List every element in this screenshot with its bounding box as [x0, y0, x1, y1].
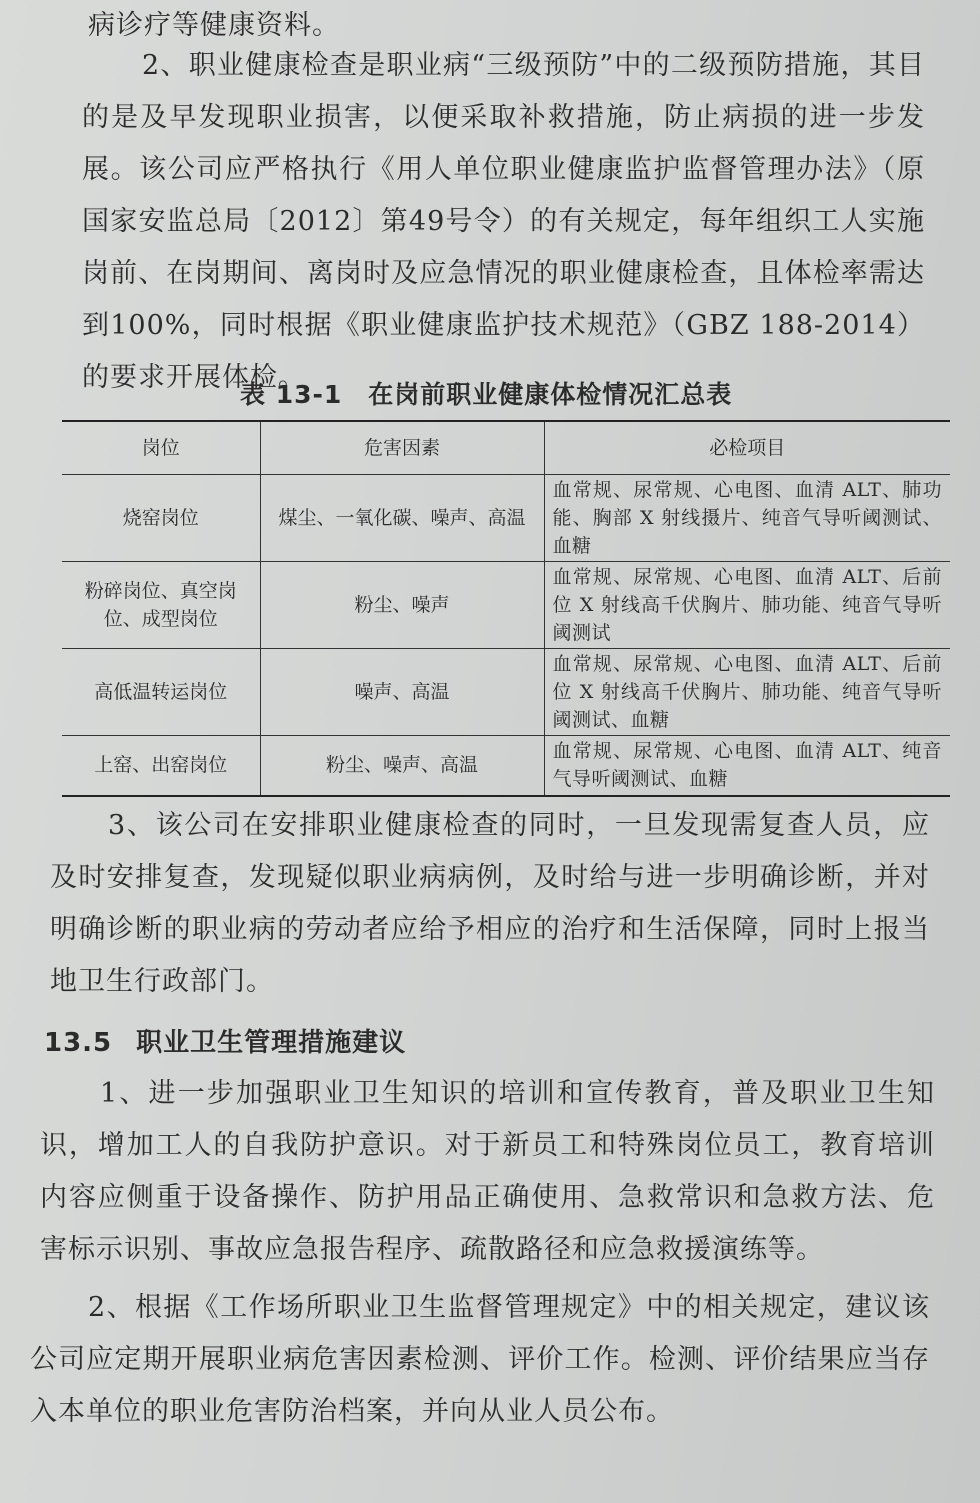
section-number: 13.5	[44, 1028, 113, 1058]
cell-hazard: 粉尘、噪声、高温	[260, 736, 544, 796]
header-hazard: 危害因素	[260, 421, 544, 475]
header-items: 必检项目	[544, 421, 950, 475]
cell-post: 烧窑岗位	[62, 475, 260, 562]
section-paragraph-item-1: 1、进一步加强职业卫生知识的培训和宣传教育，普及职业卫生知识，增加工人的自我防护意识。对于新员工和特殊岗位员工，教育培训内容应侧重于设备操作、防护用品正确使用、急救常识和急救方法、危害标示识别、事故应急报告程序、疏散路径和应急救援演练等。	[40, 1078, 935, 1265]
table-row	[62, 649, 950, 736]
cell-post: 上窑、出窑岗位	[62, 736, 260, 796]
header-post: 岗位	[62, 421, 260, 475]
table-header-row	[62, 421, 950, 475]
table-row	[62, 475, 950, 562]
cell-hazard: 煤尘、一氧化碳、噪声、高温	[260, 475, 544, 562]
cell-items: 血常规、尿常规、心电图、血清 ALT、后前位 X 射线高千伏胸片、肺功能、纯音气导听阈测试、血糖	[544, 649, 950, 736]
cell-items: 血常规、尿常规、心电图、血清 ALT、纯音气导听阈测试、血糖	[544, 736, 950, 796]
paragraph-item-2: 2、职业健康检查是职业病“三级预防”中的二级预防措施，其目的是及早发现职业损害，以便采取补救措施，防止病损的进一步发展。该公司应严格执行《用人单位职业健康监护监督管理办法》（原国家安监总局〔2012〕第49号令）的有关规定，每年组织工人实施岗前、在岗期间、离岗时及应急情况的职业健康检查，且体检率需达到100%，同时根据《职业健康监护技术规范》（GBZ 188-2014）的要求开展体检。	[82, 50, 925, 393]
cell-post: 高低温转运岗位	[62, 649, 260, 736]
table-caption-number: 表 13-1	[240, 380, 343, 409]
section-heading	[44, 1022, 406, 1059]
table-caption-title: 在岗前职业健康体检情况汇总表	[368, 380, 733, 409]
section-title: 职业卫生管理措施建议	[136, 1028, 407, 1058]
section-paragraph-item-2: 2、根据《工作场所职业卫生监督管理规定》中的相关规定，建议该公司应定期开展职业病危害因素检测、评价工作。检测、评价结果应当存入本单位的职业危害防治档案，并向从业人员公布。	[30, 1292, 930, 1427]
table-row	[62, 736, 950, 796]
cell-hazard: 粉尘、噪声	[260, 562, 544, 649]
health-check-table-container	[62, 420, 950, 797]
paragraph-item-3: 3、该公司在安排职业健康检查的同时，一旦发现需复查人员，应及时安排复查，发现疑似职业病病例，及时给与进一步明确诊断，并对明确诊断的职业病的劳动者应给予相应的治疗和生活保障，同时上报当地卫生行政部门。	[50, 810, 930, 997]
cell-items: 血常规、尿常规、心电图、血清 ALT、后前位 X 射线高千伏胸片、肺功能、纯音气导听阈测试	[544, 562, 950, 649]
cell-hazard: 噪声、高温	[260, 649, 544, 736]
table-row	[62, 562, 950, 649]
cell-items: 血常规、尿常规、心电图、血清 ALT、肺功能、胸部 X 射线摄片、纯音气导听阈测试、血糖	[544, 475, 950, 562]
cell-post: 粉碎岗位、真空岗位、成型岗位	[62, 562, 260, 649]
paragraph-intro-tail: 病诊疗等健康资料。	[88, 10, 340, 41]
health-check-table	[62, 420, 950, 797]
table-caption	[240, 375, 732, 411]
